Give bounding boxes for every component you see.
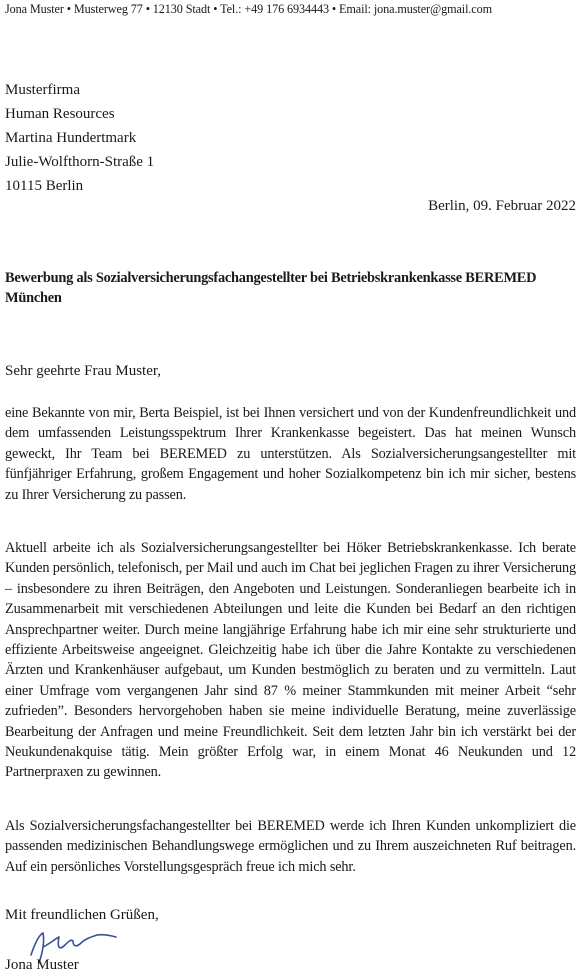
body-paragraph-1: eine Bekannte von mir, Berta Beispiel, ist bei Ihnen versichert und von der Kundenfreundlichkeit und dem umfassenden Leistungsspektrum Ihrer Krankenkasse begeistert. Das hat meinen Wunsch geweckt, Ihr Team bei BEREMED zu unterstützen. Als Sozialversicherungsangestellter mit fünfjähriger Erfahrung, großem Engagement und hoher Sozialkompetenz bin ich mir sicher, bestens zu Ihrer Versicherung zu passen. [5,405,576,503]
recipient-street: Julie-Wolfthorn-Straße 1 [5,154,155,170]
letter-page [5,0,576,978]
letter-subject: Bewerbung als Sozialversicherungsfachangestellter bei Betriebskrankenkasse BEREMED München [5,270,537,306]
body-paragraph-2: Aktuell arbeite ich als Sozialversicherungsangestellter bei Höker Betriebskrankenkasse. Ich berate Kunden persönlich, telefonisch, per Mail und auch im Chat bei jeglichen Fragen zu ihrer Versicherung – insbesondere zu ihren Beiträgen, den Angeboten und Leistungen. Sonderanliegen bearbeite ich in Zusammenarbeit mit verschiedenen Abteilungen und leite die Kunden bei Bedarf an den richtigen Ansprechpartner weiter. Durch meine langjährige Erfahrung habe ich mir eine sehr strukturierte und effiziente Arbeitsweise angeeignet. Gleichzeitig habe ich über die Jahre Kontakte zu verschiedenen Ärzten und Krankenhäuser aufgebaut, um Kunden bestmöglich zu beraten und zu vermitteln. Laut einer Umfrage vom vergangenen Jahr sind 87 % meiner Stammkunden mit meiner Arbeit “sehr zufrieden”. Besonders hervorgehoben haben sie meine individuelle Beratung, meine zuverlässige Bearbeitung der Anfragen und meine Freundlichkeit. Seit dem letzten Jahr bin ich verstärkt bei der Neukundenakquise tätig. Mein größter Erfolg war, in einem Monat 46 Neukunden und 12 Partnerpraxen zu gewinnen. [5,540,576,781]
recipient-address [5,78,154,198]
closing-line: Mit freundlichen Grüßen, [5,907,159,923]
sender-header-line: Jona Muster • Musterweg 77 • 12130 Stadt • Tel.: +49 176 6934443 • Email: jona.muster@gmail.com [5,2,492,16]
salutation: Sehr geehrte Frau Muster, [5,363,162,379]
recipient-city: 10115 Berlin [5,178,84,194]
recipient-company: Musterfirma [5,82,80,98]
recipient-department: Human Resources [5,106,115,122]
body-paragraph-3: Als Sozialversicherungsfachangestellter bei BEREMED werde ich Ihren Kunden unkompliziert die passenden medizinischen Behandlungswege ermöglichen und zu Ihrem auszeichneten Ruf beitragen. Auf ein persönliches Vorstellungsgespräch freue ich mich sehr. [5,818,576,875]
letter-date: Berlin, 09. Februar 2022 [428,198,576,214]
sender-name: Jona Muster [5,957,79,973]
recipient-contact: Martina Hundertmark [5,130,137,146]
